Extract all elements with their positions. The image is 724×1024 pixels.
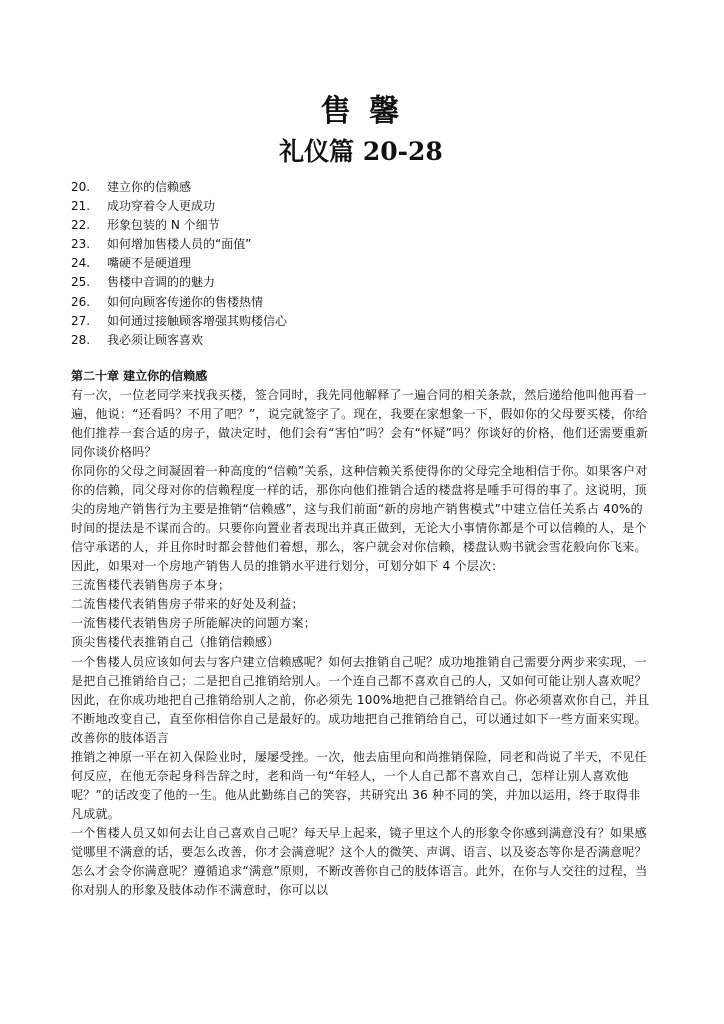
document-subtitle: 礼仪篇 20-28 — [279, 137, 443, 166]
chapter-heading: 第二十章 建立你的信赖感 — [71, 368, 208, 383]
toc-item-number: 25. — [71, 275, 91, 290]
toc-item — [71, 273, 651, 292]
paragraph: 有一次，一位老同学来找我买楼，签合同时，我先同他解释了一遍合同的相关条款，然后递给他叫他再看一遍，他说：“还看吗？不用了吧？”，说完就签字了。现在，我要在家想象一下，假如你的父母要买楼，你给他们推荐一套合适的房子，做决定时，他们会有“害怕”吗？会有“怀疑”吗？你谈好的价格，他们还需要重新同你谈价格吗？ — [71, 387, 649, 459]
document-title: 售 馨 — [320, 94, 404, 129]
paragraph: 三流售楼代表销售房子本身； — [71, 578, 231, 593]
paragraph: 一流售楼代表销售房子所能解决的问题方案； — [71, 616, 317, 631]
toc-item — [71, 254, 651, 273]
toc-item-text: 如何通过接触顾客增强其购楼信心 — [107, 313, 288, 328]
toc-item-number: 20. — [71, 180, 91, 194]
toc-item-text: 如何向顾客传递你的售楼热情 — [107, 294, 264, 309]
paragraph: 推销之神原一平在初入保险业时，屡屡受挫。一次，他去庙里向和尚推销保险，同老和尚说了半天，不见任何反应，在他无奈起身科告辞之时，老和尚一句“年轻人，一个人自己都不喜欢自己，怎样让别人喜欢他呢？”的话改变了他的一生。他从此勤练自己的笑容，共研究出 36 种不同的笑，并加以运用，终于取得非凡成就。 — [71, 749, 647, 821]
section-subheading: 改善你的肢体语言 — [71, 730, 170, 745]
toc-item-number: 22. — [71, 218, 91, 233]
chapter-body — [71, 386, 651, 900]
toc-item — [71, 312, 651, 331]
document-page — [71, 92, 651, 900]
table-of-contents — [71, 178, 651, 350]
paragraph: 你同你的父母之间凝固着一种高度的“信赖”关系，这种信赖关系使得你的父母完全地相信于你。如果客户对你的信赖，同父母对你的信赖程度一样的话，那你向他们推销合适的楼盘将是唾手可得的事了。这说明，顶尖的房地产销售行为主要是推销“信赖感”，这与我们前面“新的房地产销售模式”中建立信任关系占 40%的时间的提法是不谋而合的。只要你向置业者表现出并真正做到，无论大小事情你都是个可以信赖的人，是个信守承诺的人，并且你时时都会替他们着想，那么，客户就会对你信赖，楼盘认购书就会雪花般向你飞来。因此，如果对一个房地产销售人员的推销水平进行划分，可划分如下 4 个层次： — [71, 464, 648, 574]
toc-item-number: 21. — [71, 199, 91, 214]
paragraph: 顶尖售楼代表推销自己（推销信赖感） — [71, 635, 280, 650]
toc-item-text: 建立你的信赖感 — [107, 180, 192, 194]
toc-item-number: 26. — [71, 294, 91, 309]
toc-item-text: 嘴硬不是硬道理 — [107, 256, 192, 271]
paragraph: 一个售楼人员应该如何去与客户建立信赖感呢？如何去推销自己呢？成功地推销自己需要分两步来实现，一是把自己推销给自己；二是把自己推销给别人。一个连自己都不喜欢自己的人，又如何可能让别人喜欢呢？因此，在你成功地把自己推销给别人之前，你必须先 100%地把自己推销给自己。你必须喜欢你自己，并且不断地改变自己，直至你相信你自己是最好的。成功地把自己推销给自己，可以通过如下一些方面来实现。 — [71, 654, 650, 726]
toc-item-text: 售楼中音调的的魅力 — [107, 275, 216, 290]
toc-item-text: 成功穿着令人更成功 — [107, 199, 216, 214]
toc-item — [71, 216, 651, 235]
toc-item — [71, 293, 651, 312]
toc-item-number: 28. — [71, 332, 91, 347]
paragraph: 一个售楼人员又如何去让自己喜欢自己呢？每天早上起来，镜子里这个人的形象令你感到满意没有？如果感觉哪里不满意的话，要怎么改善，你才会满意呢？这个人的微笑、声调、语言、以及姿态等你是否满意呢？怎么才会令你满意呢？遵循追求“满意”原则，不断改善你自己的肢体语言。此外，在你与人交往的过程，当你对别人的形象及肢体动作不满意时，你可以以 — [71, 825, 648, 898]
toc-item — [71, 235, 651, 254]
toc-item — [71, 178, 651, 197]
toc-item-number: 24. — [71, 256, 91, 271]
toc-item-text: 如何增加售楼人员的“面值” — [107, 237, 252, 252]
toc-item-number: 27. — [71, 313, 91, 328]
toc-item — [71, 331, 651, 350]
toc-item-text: 形象包装的 N 个细节 — [107, 218, 220, 233]
toc-item-number: 23. — [71, 237, 91, 252]
paragraph: 二流售楼代表销售房子带来的好处及利益； — [71, 597, 304, 612]
toc-item-text: 我必须让顾客喜欢 — [107, 332, 204, 347]
toc-item — [71, 197, 651, 216]
